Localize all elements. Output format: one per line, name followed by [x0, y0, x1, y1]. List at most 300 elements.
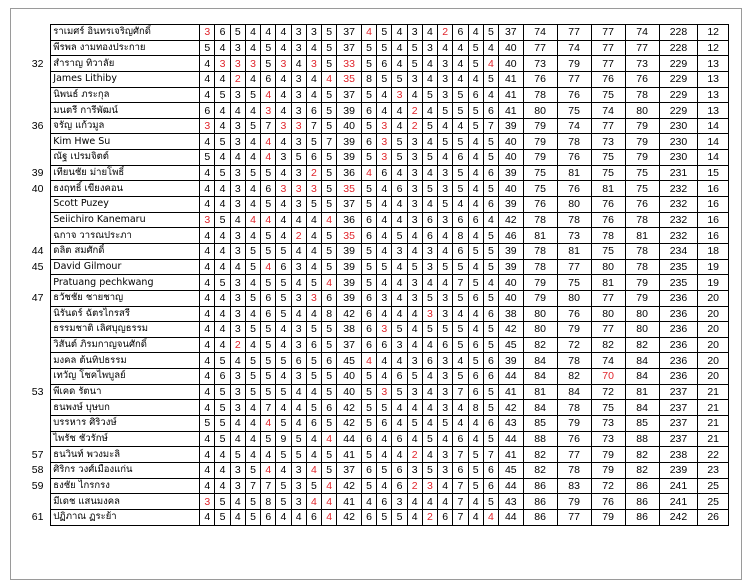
score-cell: 6 [422, 353, 437, 369]
score-cell: 40 [337, 384, 362, 400]
score-cell: 81 [557, 165, 591, 181]
score-cell: 5 [483, 71, 498, 87]
score-cell: 5 [276, 290, 291, 306]
score-cell: 4 [200, 369, 215, 385]
score-cell: 229 [659, 103, 698, 119]
score-cell: 19 [698, 275, 729, 291]
score-cell: 7 [322, 134, 337, 150]
score-cell: 73 [591, 416, 625, 432]
score-cell: 5 [377, 509, 392, 525]
score-cell: 4 [261, 259, 276, 275]
score-cell: 42 [337, 416, 362, 432]
score-cell: 84 [625, 400, 659, 416]
score-cell: 3 [291, 290, 306, 306]
score-cell: 73 [591, 134, 625, 150]
score-cell: 44 [499, 478, 524, 494]
score-cell: 5 [245, 118, 260, 134]
score-cell: 5 [215, 400, 230, 416]
score-cell: 5 [438, 259, 453, 275]
score-cell: 7 [261, 478, 276, 494]
score-cell: 38 [499, 306, 524, 322]
table-row [25, 228, 729, 244]
score-cell: 4 [200, 306, 215, 322]
score-cell: 79 [591, 509, 625, 525]
score-cell: 5 [361, 478, 376, 494]
score-cell: 3 [291, 87, 306, 103]
player-name-cell: ธวัชชัย ชายชาญ [51, 290, 200, 306]
score-cell: 236 [659, 290, 698, 306]
rank-cell [25, 228, 51, 244]
rank-cell: 32 [31, 57, 44, 70]
score-cell: 86 [523, 478, 557, 494]
player-name-cell: ธรรมชาติ เลิศบุญธรรม [51, 322, 200, 338]
score-cell: 4 [468, 259, 483, 275]
score-cell: 6 [377, 165, 392, 181]
score-cell: 4 [276, 228, 291, 244]
score-cell: 6 [361, 306, 376, 322]
score-cell: 4 [200, 87, 215, 103]
score-cell: 4 [276, 337, 291, 353]
rank-cell [25, 275, 51, 291]
score-cell: 5 [453, 259, 468, 275]
score-cell: 6 [377, 56, 392, 72]
score-cell: 4 [245, 134, 260, 150]
score-cell: 41 [499, 447, 524, 463]
score-cell: 44 [499, 509, 524, 525]
score-cell: 4 [377, 306, 392, 322]
score-cell: 5 [361, 416, 376, 432]
score-cell: 4 [483, 275, 498, 291]
score-cell: 8 [468, 400, 483, 416]
score-cell: 5 [392, 150, 407, 166]
score-cell: 3 [392, 494, 407, 510]
score-cell: 74 [557, 118, 591, 134]
score-cell: 5 [483, 431, 498, 447]
score-cell: 4 [407, 306, 422, 322]
score-cell: 4 [392, 306, 407, 322]
score-cell: 3 [230, 56, 245, 72]
score-cell: 5 [483, 134, 498, 150]
table-row [25, 509, 729, 525]
rank-cell: 47 [31, 292, 44, 305]
score-cell: 237 [659, 431, 698, 447]
score-cell: 4 [215, 71, 230, 87]
score-cell: 4 [422, 165, 437, 181]
score-cell: 78 [557, 462, 591, 478]
score-cell: 3 [377, 134, 392, 150]
score-cell: 4 [291, 306, 306, 322]
score-cell: 39 [337, 290, 362, 306]
score-cell: 236 [659, 369, 698, 385]
score-cell: 5 [322, 197, 337, 213]
score-cell: 5 [322, 150, 337, 166]
score-cell: 5 [422, 181, 437, 197]
score-cell: 5 [322, 228, 337, 244]
score-cell: 4 [392, 400, 407, 416]
score-cell: 4 [438, 40, 453, 56]
score-cell: 77 [625, 40, 659, 56]
score-cell: 232 [659, 197, 698, 213]
score-cell: 13 [698, 71, 729, 87]
score-cell: 21 [698, 384, 729, 400]
score-cell: 5 [407, 40, 422, 56]
player-name-cell: นิรันดร์ ฉัตรไกรสรี [51, 306, 200, 322]
score-cell: 5 [453, 165, 468, 181]
score-cell: 77 [557, 509, 591, 525]
score-cell: 86 [625, 494, 659, 510]
score-cell: 79 [557, 56, 591, 72]
score-cell: 4 [306, 243, 321, 259]
score-cell: 78 [625, 87, 659, 103]
score-cell: 4 [200, 384, 215, 400]
score-cell: 3 [377, 118, 392, 134]
score-cell: 20 [698, 369, 729, 385]
score-cell: 3 [276, 118, 291, 134]
score-cell: 6 [361, 212, 376, 228]
score-cell: 6 [361, 103, 376, 119]
score-cell: 3 [407, 134, 422, 150]
rank-cell [25, 212, 51, 228]
score-cell: 4 [453, 40, 468, 56]
score-cell: 82 [625, 447, 659, 463]
score-cell: 5 [322, 259, 337, 275]
score-cell: 6 [306, 150, 321, 166]
rank-cell: 40 [31, 182, 44, 195]
score-cell: 4 [276, 71, 291, 87]
score-cell: 5 [361, 56, 376, 72]
score-cell: 4 [407, 431, 422, 447]
score-cell: 8 [361, 71, 376, 87]
score-cell: 4 [306, 228, 321, 244]
score-cell: 3 [422, 306, 437, 322]
score-cell: 6 [392, 431, 407, 447]
score-cell: 84 [523, 400, 557, 416]
score-cell: 4 [215, 243, 230, 259]
rank-cell [25, 25, 51, 41]
score-cell: 25 [698, 478, 729, 494]
score-cell: 4 [422, 384, 437, 400]
score-cell: 4 [230, 431, 245, 447]
score-cell: 5 [407, 369, 422, 385]
score-cell: 4 [306, 40, 321, 56]
score-cell: 42 [499, 212, 524, 228]
rank-cell: 44 [31, 245, 44, 258]
score-cell: 4 [200, 275, 215, 291]
score-cell: 5 [322, 369, 337, 385]
score-cell: 4 [276, 134, 291, 150]
score-cell: 241 [659, 478, 698, 494]
score-cell: 4 [407, 337, 422, 353]
player-name-cell: ไพรัช ชัวรักษ์ [51, 431, 200, 447]
score-cell: 5 [422, 118, 437, 134]
score-cell: 5 [453, 337, 468, 353]
score-cell: 13 [698, 103, 729, 119]
rank-cell [25, 400, 51, 416]
score-cell: 3 [291, 134, 306, 150]
score-cell: 3 [438, 400, 453, 416]
score-cell: 3 [291, 197, 306, 213]
score-cell: 79 [625, 150, 659, 166]
score-cell: 78 [625, 243, 659, 259]
score-cell: 5 [361, 150, 376, 166]
score-cell: 4 [245, 275, 260, 291]
score-cell: 37 [337, 462, 362, 478]
score-cell: 41 [499, 103, 524, 119]
score-cell: 7 [483, 118, 498, 134]
score-cell: 5 [261, 197, 276, 213]
score-cell: 3 [407, 275, 422, 291]
score-cell: 237 [659, 384, 698, 400]
score-cell: 5 [468, 56, 483, 72]
score-cell: 77 [591, 322, 625, 338]
score-cell: 242 [659, 509, 698, 525]
score-cell: 79 [523, 150, 557, 166]
score-cell: 3 [422, 478, 437, 494]
player-name-cell: นิพนธ์ ภระกุล [51, 87, 200, 103]
score-cell: 39 [499, 259, 524, 275]
score-cell: 4 [422, 25, 437, 41]
score-cell: 3 [276, 56, 291, 72]
score-cell: 4 [261, 447, 276, 463]
table-row [25, 353, 729, 369]
score-cell: 6 [453, 25, 468, 41]
score-cell: 6 [361, 290, 376, 306]
score-cell: 4 [245, 71, 260, 87]
score-cell: 5 [306, 369, 321, 385]
score-cell: 4 [377, 181, 392, 197]
score-cell: 6 [361, 509, 376, 525]
score-cell: 6 [306, 337, 321, 353]
score-cell: 5 [377, 40, 392, 56]
score-cell: 79 [591, 447, 625, 463]
score-cell: 4 [422, 275, 437, 291]
score-cell: 4 [306, 384, 321, 400]
score-cell: 74 [591, 103, 625, 119]
score-cell: 3 [200, 494, 215, 510]
score-cell: 4 [215, 118, 230, 134]
score-cell: 70 [591, 369, 625, 385]
score-cell: 4 [215, 40, 230, 56]
score-cell: 4 [245, 40, 260, 56]
player-name-cell: พีเคด รัตนา [51, 384, 200, 400]
score-cell: 232 [659, 212, 698, 228]
score-cell: 4 [361, 25, 376, 41]
score-cell: 79 [523, 118, 557, 134]
score-cell: 3 [407, 25, 422, 41]
score-cell: 4 [230, 509, 245, 525]
score-cell: 7 [245, 478, 260, 494]
score-cell: 78 [523, 259, 557, 275]
player-name-cell: ฉกาจ วารณประภา [51, 228, 200, 244]
score-cell: 3 [438, 212, 453, 228]
score-cell: 5 [468, 40, 483, 56]
score-cell: 84 [557, 384, 591, 400]
score-cell: 2 [291, 228, 306, 244]
score-cell: 4 [215, 337, 230, 353]
score-cell: 238 [659, 447, 698, 463]
score-cell: 4 [245, 400, 260, 416]
score-cell: 231 [659, 165, 698, 181]
player-name-cell: Pratuang pechkwang [51, 275, 200, 291]
table-row [25, 369, 729, 385]
score-cell: 3 [230, 118, 245, 134]
score-cell: 230 [659, 118, 698, 134]
score-cell: 5 [215, 134, 230, 150]
score-cell: 76 [523, 197, 557, 213]
scoreboard-table [25, 24, 729, 526]
table-row [25, 400, 729, 416]
table-row [25, 134, 729, 150]
score-cell: 4 [276, 322, 291, 338]
score-cell: 3 [407, 165, 422, 181]
score-cell: 4 [377, 447, 392, 463]
score-cell: 80 [523, 306, 557, 322]
score-cell: 75 [591, 400, 625, 416]
score-cell: 4 [200, 337, 215, 353]
score-cell: 4 [215, 462, 230, 478]
score-cell: 4 [215, 259, 230, 275]
score-cell: 82 [591, 337, 625, 353]
score-cell: 5 [276, 243, 291, 259]
score-cell: 3 [230, 478, 245, 494]
score-cell: 16 [698, 212, 729, 228]
score-cell: 72 [591, 384, 625, 400]
score-cell: 4 [215, 306, 230, 322]
table-row [25, 165, 729, 181]
score-cell: 4 [392, 40, 407, 56]
score-cell: 81 [557, 243, 591, 259]
score-cell: 5 [468, 353, 483, 369]
score-cell: 5 [276, 447, 291, 463]
score-cell: 3 [407, 212, 422, 228]
score-cell: 8 [322, 306, 337, 322]
score-cell: 4 [468, 181, 483, 197]
score-cell: 5 [361, 369, 376, 385]
score-cell: 3 [200, 212, 215, 228]
score-cell: 4 [377, 275, 392, 291]
score-cell: 82 [523, 447, 557, 463]
score-cell: 4 [306, 431, 321, 447]
score-cell: 5 [361, 181, 376, 197]
score-cell: 5 [245, 243, 260, 259]
score-rows [25, 25, 729, 526]
score-cell: 6 [392, 478, 407, 494]
score-cell: 3 [422, 243, 437, 259]
score-cell: 22 [698, 447, 729, 463]
score-cell: 39 [337, 150, 362, 166]
score-cell: 5 [361, 40, 376, 56]
score-cell: 75 [625, 165, 659, 181]
score-cell: 5 [215, 275, 230, 291]
score-cell: 5 [215, 87, 230, 103]
score-cell: 5 [377, 259, 392, 275]
score-cell: 75 [591, 165, 625, 181]
score-cell: 3 [407, 181, 422, 197]
score-cell: 5 [468, 478, 483, 494]
score-cell: 39 [337, 134, 362, 150]
score-cell: 20 [698, 337, 729, 353]
score-cell: 4 [215, 103, 230, 119]
score-cell: 14 [698, 118, 729, 134]
score-cell: 78 [625, 259, 659, 275]
score-cell: 4 [468, 165, 483, 181]
table-row [25, 494, 729, 510]
table-row [25, 181, 729, 197]
score-cell: 20 [698, 322, 729, 338]
score-cell: 5 [230, 447, 245, 463]
score-cell: 4 [422, 447, 437, 463]
score-cell: 5 [245, 509, 260, 525]
score-cell: 5 [245, 369, 260, 385]
score-cell: 5 [291, 447, 306, 463]
score-cell: 13 [698, 87, 729, 103]
score-cell: 4 [422, 71, 437, 87]
score-cell: 3 [230, 87, 245, 103]
score-cell: 4 [377, 197, 392, 213]
score-cell: 5 [322, 337, 337, 353]
player-name-cell: ธนพงษ์ บุษบก [51, 400, 200, 416]
score-cell: 6 [361, 337, 376, 353]
score-cell: 33 [337, 56, 362, 72]
score-cell: 79 [557, 416, 591, 432]
score-cell: 4 [407, 509, 422, 525]
score-cell: 3 [291, 118, 306, 134]
score-cell: 77 [557, 259, 591, 275]
score-cell: 78 [625, 212, 659, 228]
score-cell: 6 [422, 212, 437, 228]
score-cell: 4 [468, 197, 483, 213]
score-cell: 4 [438, 118, 453, 134]
score-cell: 16 [698, 197, 729, 213]
rank-cell [25, 322, 51, 338]
score-cell: 5 [392, 134, 407, 150]
score-cell: 4 [422, 197, 437, 213]
score-cell: 4 [468, 228, 483, 244]
score-cell: 82 [523, 462, 557, 478]
score-cell: 3 [291, 369, 306, 385]
score-cell: 4 [377, 478, 392, 494]
score-cell: 4 [276, 400, 291, 416]
score-cell: 75 [523, 181, 557, 197]
score-cell: 5 [200, 416, 215, 432]
rank-cell [25, 353, 51, 369]
table-row [25, 416, 729, 432]
score-cell: 5 [407, 56, 422, 72]
score-cell: 6 [468, 384, 483, 400]
score-cell: 5 [468, 243, 483, 259]
score-cell: 4 [291, 212, 306, 228]
score-cell: 5 [392, 322, 407, 338]
score-cell: 38 [337, 322, 362, 338]
score-cell: 5 [422, 431, 437, 447]
score-cell: 3 [438, 181, 453, 197]
score-cell: 77 [591, 56, 625, 72]
score-cell: 5 [261, 56, 276, 72]
score-cell: 4 [392, 353, 407, 369]
rank-cell: 36 [31, 120, 44, 133]
table-row [25, 259, 729, 275]
player-name-cell: ราเมศร์ อินทรเจริญศักดิ์ [51, 25, 200, 41]
score-cell: 82 [625, 462, 659, 478]
score-cell: 4 [200, 353, 215, 369]
score-cell: 5 [377, 462, 392, 478]
score-cell: 2 [407, 478, 422, 494]
score-cell: 5 [422, 87, 437, 103]
score-cell: 6 [261, 509, 276, 525]
score-cell: 5 [322, 165, 337, 181]
score-cell: 82 [625, 337, 659, 353]
score-cell: 5 [215, 165, 230, 181]
